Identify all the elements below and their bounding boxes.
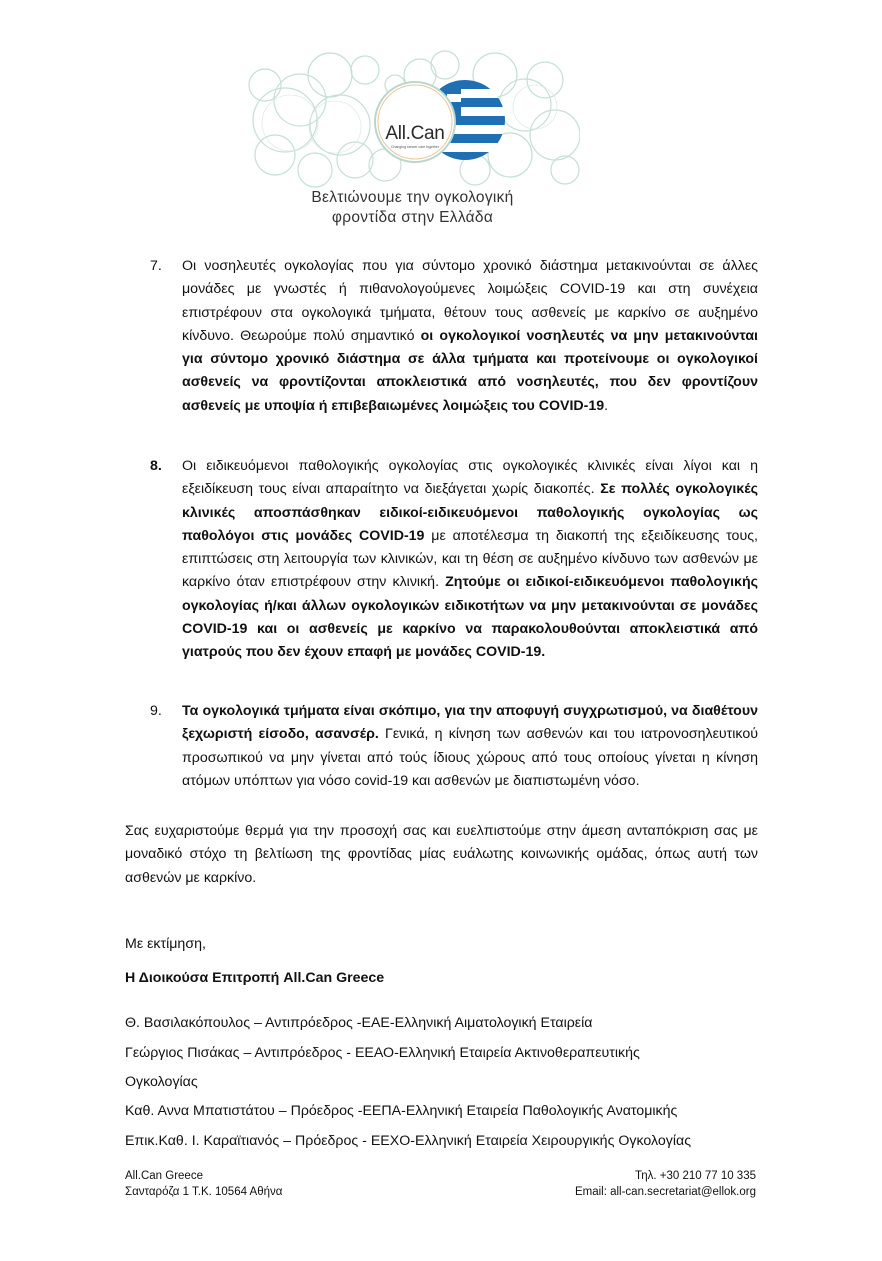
footer-address: All.Can Greece Σανταρόζα 1 Τ.Κ. 10564 Αθήνα (125, 1170, 283, 1198)
list-number: 8. (150, 458, 162, 474)
closing-paragraph: Σας ευχαριστούμε θερμά για την προσοχή σας και ευελπιστούμε στην άμεση ανταπόκριση σας με μοναδικό στόχο τη βελτίωση της φροντίδας μίας ευάλωτης κοινωνικής ομάδας, όπως αυτή των ασθενών με καρκίνο. (125, 823, 758, 886)
salutation: Με εκτίμηση, (125, 936, 206, 952)
list-number: 9. (150, 703, 162, 719)
member-line: Καθ. Αννα Μπατιστάτου – Πρόεδρος -ΕΕΠΑ-Ελληνική Εταιρεία Παθολογικής Ανατομικής (125, 1103, 678, 1119)
list-item-8 (150, 455, 758, 665)
bubble-circles-graphic (245, 45, 580, 195)
footer-email[interactable]: Email: all-can.secretariat@ellok.org (574, 1186, 756, 1198)
committee-title: Η Διοικούσα Επιτροπή All.Can Greece (125, 970, 385, 986)
footer-contact (575, 1168, 756, 1200)
member-line: Ογκολογίας (125, 1074, 198, 1090)
list-item-9 (150, 700, 758, 793)
list-item-7 (150, 255, 758, 418)
list-item-text: Οι νοσηλευτές ογκολογίας που για σύντομο χρονικό διάστημα μετακινούνται σε άλλες μονάδες με γνωστές ή πιθανολογούμενες λοιμώξεις COVID-19 και στη συνέχεια επιστρέφουν στα ογκολογικά τμήματα, θέτουν τους ασθενείς με καρκίνο σε αυξημένο κίνδυνο. Θεωρούμε πολύ σημαντικό οι ογκολογικοί νοσηλευτές να μην μετακινούνται για σύντομο χρονικό διάστημα σε άλλα τμήματα και προτείνουμε οι ογκολογικοί ασθενείς να φροντίζονται αποκλειστικά από νοσηλευτές, που δεν φροντίζουν ασθενείς με υποψία ή επιβεβαιωμένες λοιμώξεις του COVID-19. (182, 258, 758, 414)
list-item-text: Τα ογκολογικά τμήματα είναι σκόπιμο, για την αποφυγή συγχρωτισμού, να διαθέτουν ξεχωριστή είσοδο, ασανσέρ. Γενικά, η κίνηση των ασθενών και του ιατρονοσηλευτικού προσωπικού να μην γίνεται από τούς ίδιους χώρους από τους οποίους γίνεται η κίνηση ατόμων υπόπτων για νόσο covid-19 και ασθενών με διαπιστωμένη νόσο. (182, 703, 758, 789)
allcan-greece-logo (245, 45, 580, 235)
footer-phone: Τηλ. +30 210 77 10 335 (635, 1170, 756, 1182)
member-line: Γεώργιος Πισάκας – Αντιπρόεδρος - ΕΕΑΟ-Ελληνική Εταιρεία Ακτινοθεραπευτικής (125, 1045, 640, 1061)
header-tagline: Βελτιώνουμε την ογκολογική φροντίδα στην Ελλάδα (311, 189, 514, 226)
allcan-wordmark: All.Can (385, 123, 445, 144)
list-item-text: Οι ειδικευόμενοι παθολογικής ογκολογίας στις ογκολογικές κλινικές είναι λίγοι και η εξειδίκευση τους είναι απαραίτητο να διεξάγεται χωρίς διακοπές. Σε πολλές ογκολογικές κλινικές αποσπάσθηκαν ειδικοί-ειδικευόμενοι παθολογικής ογκολογίας ως παθολόγοι στις μονάδες COVID-19 με αποτέλεσμα τη διακοπή της εξειδίκευσης τους, επιπτώσεις στη λειτουργία των κλινικών, και τη θέση σε αυξημένο κίνδυνο των ασθενών με καρκίνο όταν επιστρέφουν στην κλινική. Ζητούμε οι ειδικοί-ειδικευόμενοι παθολογικής ογκολογίας ή/και άλλων ογκολογικών ειδικοτήτων να μην μετακινούνται σε μονάδες COVID-19 και οι ασθενείς με καρκίνο να παρακολουθούνται αποκλειστικά από γιατρούς που δεν έχουν επαφή με μονάδες COVID-19. (182, 458, 758, 661)
member-line: Θ. Βασιλακόπουλος – Αντιπρόεδρος -ΕΑΕ-Ελληνική Αιματολογική Εταιρεία (125, 1015, 593, 1031)
list-number: 7. (150, 258, 162, 274)
allcan-tagline-small: Changing cancer care together (390, 145, 440, 149)
member-line: Επικ.Καθ. Ι. Καραϊτιανός – Πρόεδρος - ΕΕΧΟ-Ελληνική Εταιρεία Χειρουργικής Ογκολογίας (125, 1133, 692, 1149)
